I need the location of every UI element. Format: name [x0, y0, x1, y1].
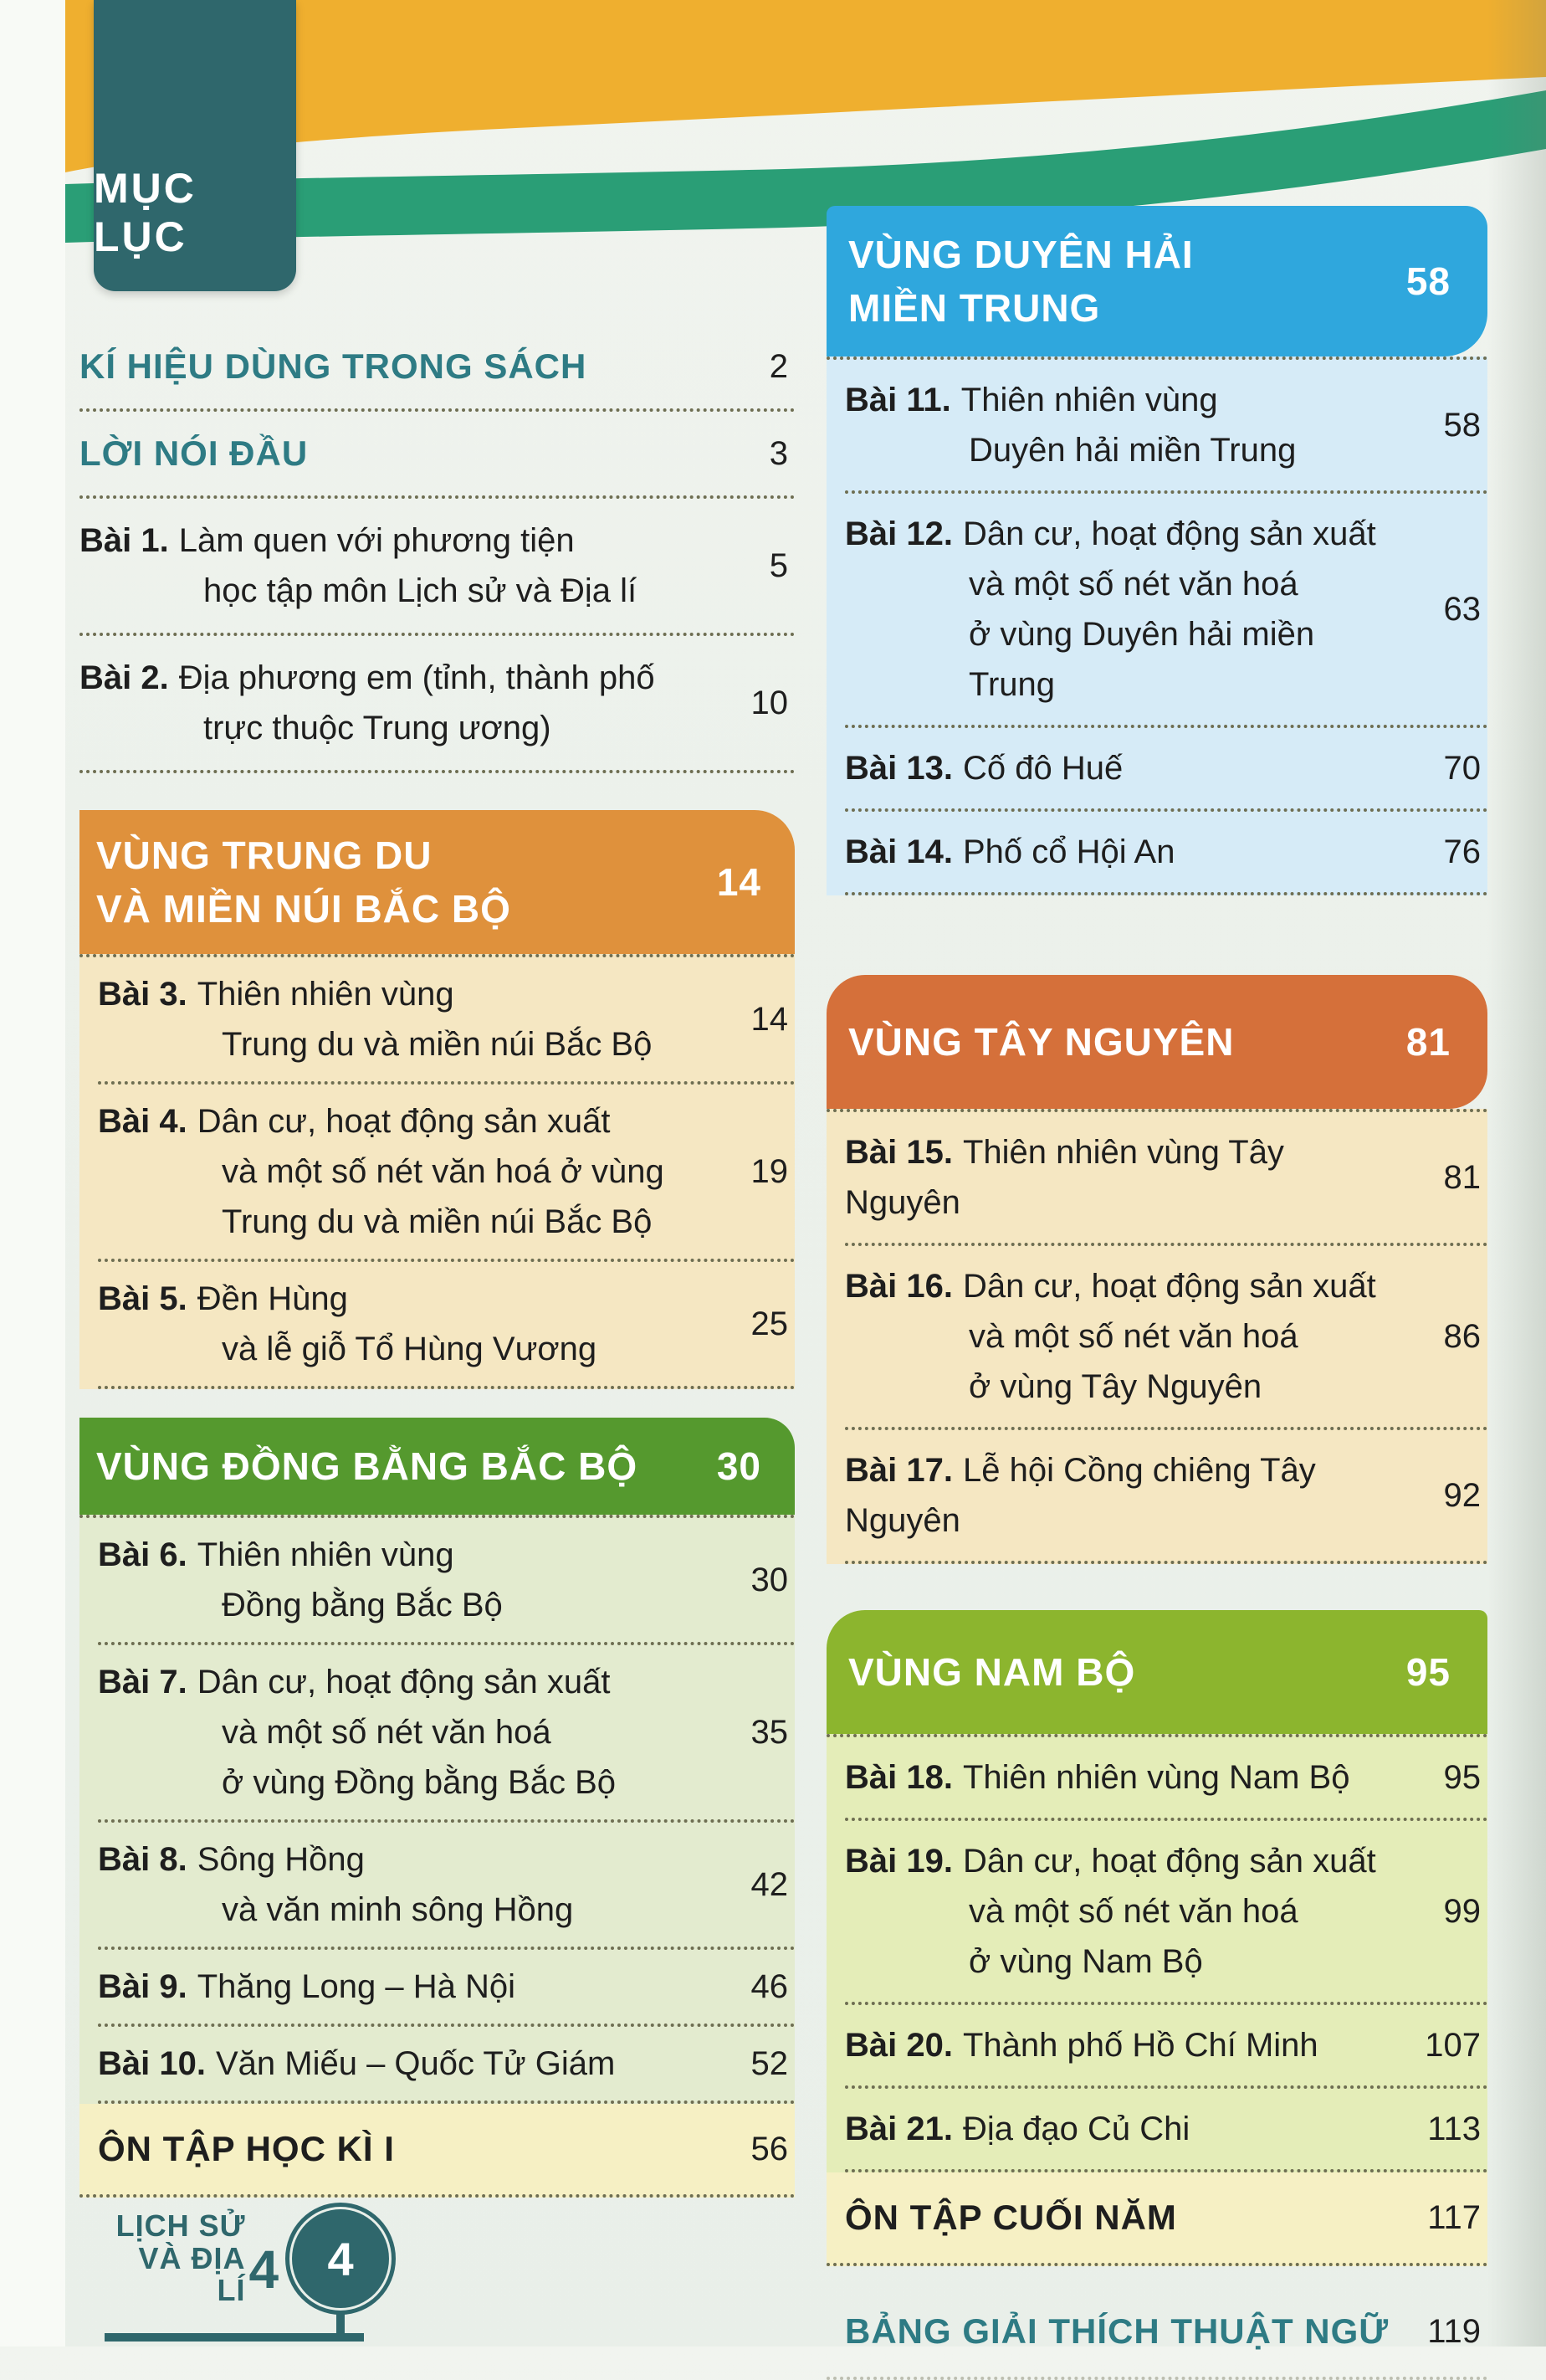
toc-entry-bai-11: Bài 11. Thiên nhiên vùng Duyên hải miền Trung 58	[845, 360, 1487, 494]
toc-entry-bang-giai-thich	[827, 2286, 1487, 2380]
header-page-number: 14	[716, 860, 761, 904]
page-number: 19	[750, 1152, 788, 1190]
globe-icon: 4	[292, 2209, 389, 2308]
header-page-number: 30	[716, 1444, 761, 1488]
toc-entry-bai-5: Bài 5. Đền Hùng và lễ giỗ Tổ Hùng Vương 25	[98, 1262, 795, 1389]
page-number: 30	[750, 1561, 788, 1598]
page-number: 14	[750, 1000, 788, 1038]
section-title: VÙNG NAM BỘ	[848, 1650, 1136, 1694]
section-title: VÙNG TRUNG DU VÀ MIỀN NÚI BẮC BỘ	[96, 834, 511, 931]
page-number: 56	[750, 2130, 788, 2167]
section-title: VÙNG TÂY NGUYÊN	[848, 1020, 1235, 1064]
lesson-label: Bài 12.	[845, 515, 953, 552]
lesson-label: Bài 9.	[98, 1968, 187, 2005]
toc-entry-bai-8: Bài 8. Sông Hồng và văn minh sông Hồng 42	[98, 1823, 795, 1950]
toc-entry-loi-noi-dau	[79, 412, 795, 499]
page-number: 10	[750, 684, 788, 721]
toc-entry-bai-17: Bài 17. Lễ hội Cồng chiêng Tây Nguyên 92	[845, 1430, 1487, 1564]
page-number: 81	[1443, 1158, 1481, 1196]
page-number: 113	[1427, 2110, 1481, 2147]
toc-entry-ki-hieu	[79, 325, 795, 412]
section-header-dong-bang-bac-bo	[79, 1418, 795, 1515]
lesson-label: Bài 17.	[845, 1452, 953, 1489]
page-edge-shadow	[1487, 0, 1546, 2347]
section-title: VÙNG ĐỒNG BẰNG BẮC BỘ	[96, 1444, 638, 1488]
section-header-nam-bo	[827, 1610, 1487, 1734]
lesson-label: Bài 14.	[845, 834, 953, 870]
lesson-label: Bài 11.	[845, 382, 951, 418]
section-header-trung-du	[79, 810, 795, 954]
toc-entry-bai-18: Bài 18. Thiên nhiên vùng Nam Bộ 95	[845, 1737, 1487, 1821]
muc-luc-tab	[94, 0, 296, 291]
page-number: 3	[769, 434, 788, 472]
toc-entry-bai-2	[79, 636, 795, 773]
lesson-label: Bài 2.	[79, 659, 169, 696]
lesson-label: Bài 6.	[98, 1536, 187, 1573]
toc-entry-bai-20: Bài 20. Thành phố Hồ Chí Minh 107	[845, 2005, 1487, 2089]
header-page-number: 81	[1405, 1020, 1451, 1064]
section-body-trung-du	[79, 954, 795, 1389]
page-number: 86	[1443, 1317, 1481, 1355]
toc-entry-bai-19: Bài 19. Dân cư, hoạt động sản xuất và một số nét văn hoá ở vùng Nam Bộ 99	[845, 1821, 1487, 2005]
entry-title: Bài 1. Làm quen với phương tiện học tập môn Lịch sử và Địa lí	[79, 522, 637, 609]
book-logo-text: LỊCH SỬ VÀ ĐỊA LÍ	[115, 2208, 246, 2308]
toc-entry-bai-7: Bài 7. Dân cư, hoạt động sản xuất và một số nét văn hoá ở vùng Đồng bằng Bắc Bộ 35	[98, 1645, 795, 1823]
page-number: 58	[1443, 406, 1481, 444]
section-header-tay-nguyen	[827, 975, 1487, 1109]
section-body-tay-nguyen	[827, 1109, 1487, 1564]
page-number: 76	[1443, 833, 1481, 870]
lesson-label: Bài 21.	[845, 2111, 953, 2147]
entry-title: BẢNG GIẢI THÍCH THUẬT NGỮ	[845, 2311, 1390, 2351]
page-number: 70	[1443, 749, 1481, 787]
logo-underline	[105, 2333, 364, 2342]
header-page-number: 58	[1405, 259, 1451, 303]
toc-entry-bai-15: Bài 15. Thiên nhiên vùng Tây Nguyên 81	[845, 1112, 1487, 1246]
lesson-label: Bài 18.	[845, 1759, 953, 1796]
page-number: 52	[750, 2044, 788, 2082]
entry-title: ÔN TẬP HỌC KÌ I	[98, 2129, 395, 2168]
section-title: VÙNG DUYÊN HẢI MIỀN TRUNG	[848, 233, 1194, 330]
page-number: 95	[1443, 1758, 1481, 1796]
header-page-number: 95	[1405, 1650, 1451, 1694]
page-number: 25	[750, 1305, 788, 1342]
scan-left-margin	[0, 0, 65, 2347]
lesson-label: Bài 19.	[845, 1843, 953, 1880]
page-number: 46	[750, 1967, 788, 2005]
section-header-duyen-hai	[827, 206, 1487, 356]
book-grade-number: 4	[248, 2239, 279, 2300]
toc-right-column	[827, 206, 1487, 2380]
toc-entry-bai-3: Bài 3. Thiên nhiên vùng Trung du và miền núi Bắc Bộ 14	[98, 957, 795, 1085]
entry-title: KÍ HIỆU DÙNG TRONG SÁCH	[79, 346, 587, 386]
toc-entry-bai-9: Bài 9. Thăng Long – Hà Nội 46	[98, 1950, 795, 2027]
lesson-label: Bài 5.	[98, 1280, 187, 1317]
toc-entry-on-tap-hoc-ki-1	[79, 2104, 795, 2198]
page-number: 119	[1427, 2312, 1481, 2350]
section-body-duyen-hai	[827, 356, 1487, 895]
toc-entry-on-tap-cuoi-nam	[827, 2172, 1487, 2266]
toc-entry-bai-16: Bài 16. Dân cư, hoạt động sản xuất và một số nét văn hoá ở vùng Tây Nguyên 86	[845, 1246, 1487, 1430]
entry-title: LỜI NÓI ĐẦU	[79, 433, 309, 473]
lesson-label: Bài 10.	[98, 2045, 206, 2082]
page-number: 99	[1443, 1892, 1481, 1930]
lesson-label: Bài 20.	[845, 2027, 953, 2064]
page-number: 117	[1427, 2198, 1481, 2236]
lesson-label: Bài 4.	[98, 1103, 187, 1140]
lesson-label: Bài 15.	[845, 1134, 953, 1171]
section-body-nam-bo	[827, 1734, 1487, 2172]
toc-entry-bai-1	[79, 499, 795, 636]
page-number: 2	[769, 347, 788, 385]
entry-title: ÔN TẬP CUỐI NĂM	[845, 2198, 1177, 2237]
toc-entry-bai-12: Bài 12. Dân cư, hoạt động sản xuất và một số nét văn hoá ở vùng Duyên hải miền Trung 63	[845, 494, 1487, 728]
lesson-label: Bài 1.	[79, 522, 169, 559]
toc-entry-bai-10: Bài 10. Văn Miếu – Quốc Tử Giám 52	[98, 2027, 795, 2104]
toc-entry-bai-6: Bài 6. Thiên nhiên vùng Đồng bằng Bắc Bộ 30	[98, 1518, 795, 1645]
lesson-label: Bài 13.	[845, 750, 953, 787]
book-logo	[105, 2209, 389, 2342]
page-title: MỤC LỤC	[94, 165, 197, 260]
page-number: 63	[1443, 590, 1481, 628]
page-number: 92	[1443, 1476, 1481, 1514]
lesson-label: Bài 8.	[98, 1841, 187, 1878]
toc-left-column	[79, 325, 795, 2198]
lesson-label: Bài 16.	[845, 1268, 953, 1305]
toc-entry-bai-21: Bài 21. Địa đạo Củ Chi 113	[845, 2089, 1487, 2172]
toc-entry-bai-13: Bài 13. Cố đô Huế 70	[845, 728, 1487, 812]
toc-entry-bai-4: Bài 4. Dân cư, hoạt động sản xuất và một số nét văn hoá ở vùng Trung du và miền núi Bắc Bộ 19	[98, 1085, 795, 1262]
lesson-label: Bài 7.	[98, 1664, 187, 1700]
page-number: 5	[769, 546, 788, 584]
entry-title: Bài 2. Địa phương em (tỉnh, thành phố trực thuộc Trung ương)	[79, 659, 655, 746]
toc-entry-bai-14: Bài 14. Phố cổ Hội An 76	[845, 812, 1487, 895]
section-body-dong-bang-bac-bo	[79, 1515, 795, 2104]
page-number: 42	[750, 1865, 788, 1903]
page-number: 107	[1425, 2026, 1481, 2064]
page-number: 35	[750, 1713, 788, 1751]
lesson-label: Bài 3.	[98, 976, 187, 1013]
